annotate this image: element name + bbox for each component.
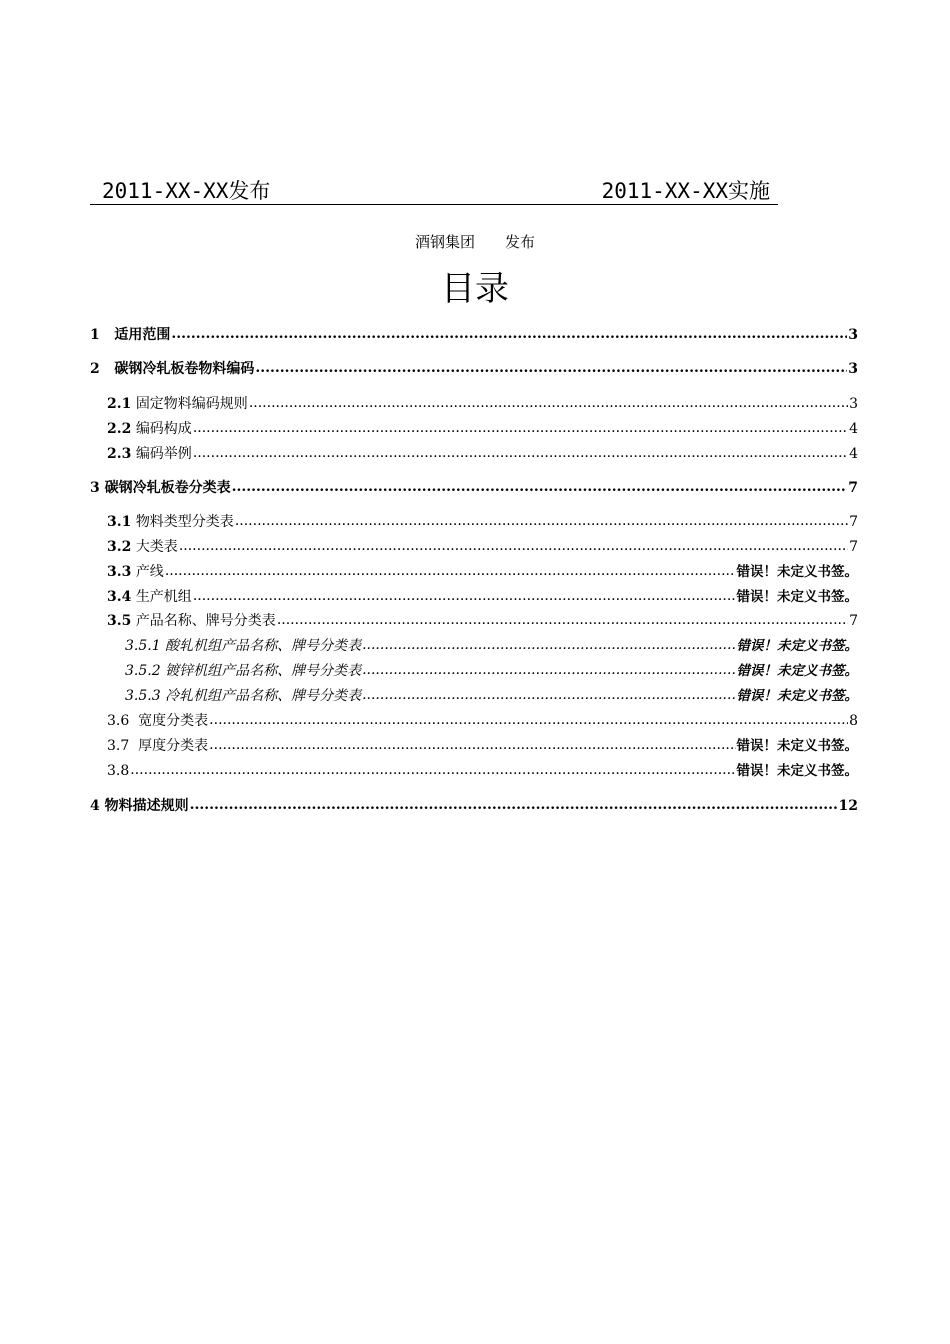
toc-entry-error-text: 错误！未定义书签。 <box>736 564 858 580</box>
toc-entry-text: 大类表 <box>135 539 178 555</box>
toc-entry-3[interactable] <box>90 477 858 499</box>
toc-entry-error-text: 错误！未定义书签。 <box>736 589 858 605</box>
toc-dot-leader <box>165 560 736 582</box>
toc-entry-number: 3.3 <box>107 564 132 580</box>
toc-entry-3-6[interactable] <box>107 710 858 732</box>
publisher-line: 酒钢集团 发布 <box>414 233 535 251</box>
toc-entry-error-text: 错误！未定义书签。 <box>736 763 858 779</box>
toc-entry-page: 7 <box>849 514 858 530</box>
toc-dot-leader <box>362 659 735 681</box>
toc-entry-number: 3.2 <box>107 539 132 555</box>
toc-dot-leader <box>362 634 735 656</box>
toc-entry-page: 4 <box>849 421 858 437</box>
toc-entry-number: 3.1 <box>107 514 132 530</box>
toc-entry-error-text: 错误！未定义书签。 <box>736 638 858 654</box>
toc-entry-2-1[interactable] <box>107 393 858 415</box>
toc-entry-text: 碳钢冷轧板卷分类表 <box>104 480 231 496</box>
toc-dot-leader <box>209 709 848 731</box>
implement-date: 2011-XX-XX实施 <box>601 179 770 203</box>
toc-entry-number: 3.8 <box>107 763 130 779</box>
toc-entry-number: 3.5.1 <box>125 638 161 654</box>
toc-entry-page: 8 <box>849 713 858 729</box>
toc-entry-3-5-1[interactable] <box>125 635 858 657</box>
toc-entry-page: 7 <box>848 480 858 496</box>
toc-entry-text: 物料类型分类表 <box>135 514 234 530</box>
toc-entry-3-2[interactable] <box>107 536 858 558</box>
toc-entry-3-1[interactable] <box>107 511 858 533</box>
toc-entry-page: 3 <box>848 361 858 377</box>
toc-entry-number: 3.5.3 <box>125 688 161 704</box>
toc-entry-2[interactable] <box>90 358 858 380</box>
toc-entry-page: 7 <box>849 539 858 555</box>
toc-entry-page: 4 <box>849 446 858 462</box>
issue-date: 2011-XX-XX发布 <box>102 179 271 203</box>
toc-dot-leader <box>190 794 838 816</box>
toc-entry-page: 7 <box>849 613 858 629</box>
toc-entry-number: 3.5.2 <box>125 663 161 679</box>
toc-entry-3-5[interactable] <box>107 610 858 632</box>
toc-entry-number: 3.6 <box>107 713 130 729</box>
toc-entry-text: 镀锌机组产品名称、牌号分类表 <box>165 663 362 679</box>
toc-entry-text: 冷轧机组产品名称、牌号分类表 <box>165 688 362 704</box>
toc-dot-leader <box>277 609 848 631</box>
toc-entry-error-text: 错误！未定义书签。 <box>736 663 858 679</box>
toc-entry-number: 3.4 <box>107 589 132 605</box>
toc-entry-text: 碳钢冷轧板卷物料编码 <box>114 361 255 377</box>
toc-entry-text: 产品名称、牌号分类表 <box>135 613 276 629</box>
toc-entry-text: 适用范围 <box>114 327 171 343</box>
toc-entry-page: 3 <box>848 327 858 343</box>
toc-dot-leader <box>179 535 848 557</box>
toc-entry-error-text: 错误！未定义书签。 <box>736 688 858 704</box>
toc-entry-3-4[interactable] <box>107 586 858 608</box>
toc-entry-error-text: 错误！未定义书签。 <box>736 738 858 754</box>
toc-dot-leader <box>193 442 848 464</box>
toc-dot-leader <box>130 759 735 781</box>
toc-entry-number: 2.1 <box>107 396 132 412</box>
toc-entry-2-3[interactable] <box>107 443 858 465</box>
toc-dot-leader <box>255 357 847 379</box>
toc-dot-leader <box>232 476 848 498</box>
toc-dot-leader <box>193 585 736 607</box>
toc-entry-text: 编码举例 <box>135 446 192 462</box>
toc-entry-number: 4 <box>90 798 100 814</box>
toc-entry-text: 酸轧机组产品名称、牌号分类表 <box>165 638 362 654</box>
toc-entry-text: 生产机组 <box>135 589 192 605</box>
toc-entry-number: 1 <box>90 327 100 343</box>
toc-entry-3-8[interactable] <box>107 760 858 782</box>
toc-entry-number: 2.2 <box>107 421 132 437</box>
toc-dot-leader <box>362 684 735 706</box>
toc-entry-3-5-2[interactable] <box>125 660 858 682</box>
toc-entry-text: 宽度分类表 <box>138 713 209 729</box>
toc-entry-number: 2 <box>90 361 100 377</box>
toc-entry-page: 3 <box>849 396 858 412</box>
toc-entry-text: 固定物料编码规则 <box>135 396 248 412</box>
toc-dot-leader <box>171 323 847 345</box>
toc-entry-text: 编码构成 <box>135 421 192 437</box>
toc-entry-4[interactable] <box>90 795 858 817</box>
toc-entry-number: 3.5 <box>107 613 132 629</box>
toc-entry-number: 2.3 <box>107 446 132 462</box>
toc-entry-page: 12 <box>838 798 858 814</box>
toc-entry-3-7[interactable] <box>107 735 858 757</box>
toc-entry-3-3[interactable] <box>107 561 858 583</box>
toc-entry-text: 厚度分类表 <box>138 738 209 754</box>
toc-title: 目录 <box>441 269 509 309</box>
toc-dot-leader <box>209 734 735 756</box>
toc-dot-leader <box>193 417 848 439</box>
toc-entry-1[interactable] <box>90 324 858 346</box>
toc-dot-leader <box>249 392 848 414</box>
toc-entry-number: 3 <box>90 480 100 496</box>
toc-entry-text: 产线 <box>135 564 164 580</box>
toc-dot-leader <box>235 510 848 532</box>
toc-entry-3-5-3[interactable] <box>125 685 858 707</box>
toc-entry-number: 3.7 <box>107 738 130 754</box>
toc-entry-text: 物料描述规则 <box>104 798 189 814</box>
toc-entry-2-2[interactable] <box>107 418 858 440</box>
